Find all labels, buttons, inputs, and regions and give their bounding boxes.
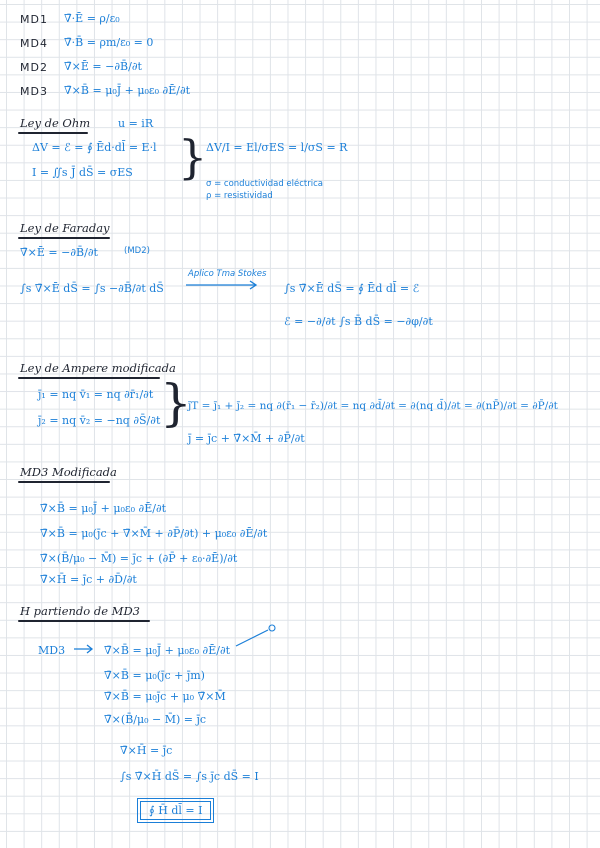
faraday-equation-1: ∇̄×Ē = −∂B̄/∂t xyxy=(20,246,98,259)
ohm-heading: Ley de Ohm xyxy=(20,116,91,130)
md3mod-heading: MD3 Modificada xyxy=(20,465,117,479)
md4-label: MD4 xyxy=(20,37,48,50)
ampere-brace: } xyxy=(160,374,192,432)
ampere-heading: Ley de Ampere modificada xyxy=(20,361,176,375)
hpart-equation-6: ∫s ∇̄×H̄ dS̄ = ∫s j̄c dS̄ = I xyxy=(120,770,259,783)
md1-label: MD1 xyxy=(20,13,48,26)
faraday-md2-tag: (MD2) xyxy=(124,246,150,256)
hpart-equation-5: ∇̄×H̄ = j̄c xyxy=(120,744,173,757)
faraday-equation-2: ∫s ∇̄×Ē dS̄ = ∫s −∂B̄/∂t dS̄ xyxy=(20,282,164,295)
md2-equation: ∇̄×Ē = −∂B̄/∂t xyxy=(64,60,142,73)
ohm-sigma-note: σ = conductividad eléctrica xyxy=(206,179,323,189)
md4-equation: ∇̄·B̄ = ρm/ε₀ = 0 xyxy=(64,36,154,49)
cancel-strike-line xyxy=(236,630,268,646)
md3-equation: ∇̄×B̄ = μ₀J̄ + μ₀ε₀ ∂Ē/∂t xyxy=(64,84,191,97)
md3mod-equation-1: ∇̄×B̄ = μ₀J̄ + μ₀ε₀ ∂Ē/∂t xyxy=(40,502,167,515)
hpart-equation-1: ∇̄×B̄ = μ₀J̄ + μ₀ε₀ ∂Ē/∂t xyxy=(104,644,231,657)
ohm-equation-2: I = ∬s J̄ dS̄ = σES xyxy=(32,166,133,179)
faraday-equation-3: ∫s ∇̄×Ē dS̄ = ∮ Ēd dl̄ = ℰ xyxy=(284,282,420,295)
md3mod-equation-3: ∇̄×(B̄/μ₀ − M̄) = j̄c + (∂P̄ + ε₀·∂Ē)/∂t xyxy=(40,552,238,565)
ohm-brace: } xyxy=(178,130,208,184)
cancel-zero-mark xyxy=(269,625,275,631)
md3mod-equation-4: ∇̄×H̄ = j̄c + ∂D̄/∂t xyxy=(40,573,137,586)
ohm-ratio: ΔV/I = El/σES = l/σS = R xyxy=(206,141,348,154)
ohm-side-note: u = iR xyxy=(118,117,154,130)
faraday-equation-4: ℰ = −∂/∂t ∫s B̄ dS̄ = −∂φ/∂t xyxy=(284,315,433,328)
ohm-rho-note: ρ = resistividad xyxy=(206,191,273,201)
hpart-md3-prefix: MD3 xyxy=(38,644,66,657)
ampere-equation-3: j̄T = j̄₁ + j̄₂ = nq ∂(r̄₁ − r̄₂)/∂t = nq ∂d̄/∂t = ∂(nq d̄)/∂t = ∂(nP̄)/∂t = ∂P̄/∂t xyxy=(188,400,558,412)
faraday-heading: Ley de Faraday xyxy=(20,221,110,235)
ohm-equation-1: ΔV = ℰ = ∮ Ēd·dl̄ = E·l xyxy=(32,141,157,154)
md2-label: MD2 xyxy=(20,61,48,74)
hpart-equation-2: ∇̄×B̄ = μ₀(j̄c + j̄m) xyxy=(104,669,205,682)
md3-label: MD3 xyxy=(20,85,48,98)
ampere-equation-2: j̄₂ = nq v̄₂ = −nq ∂S̄/∂t xyxy=(38,414,161,427)
stokes-arrow-label: Aplico Tma Stokes xyxy=(188,269,267,279)
ampere-equation-4: j̄ = j̄c + ∇̄×M̄ + ∂P̄/∂t xyxy=(188,432,305,445)
hpart-equation-3: ∇̄×B̄ = μ₀j̄c + μ₀ ∇̄×M̄ xyxy=(104,690,226,703)
hpart-equation-4: ∇̄×(B̄/μ₀ − M̄) = j̄c xyxy=(104,713,207,726)
md3mod-equation-2: ∇̄×B̄ = μ₀(j̄c + ∇̄×M̄ + ∂P̄/∂t) + μ₀ε₀ ∂Ē/∂t xyxy=(40,527,268,540)
md1-equation: ∇̄·Ē = ρ/ε₀ xyxy=(64,12,120,25)
ampere-equation-1: j̄₁ = nq v̄₁ = nq ∂r̄₁/∂t xyxy=(38,388,154,401)
hpart-boxed-result: ∮ H̄ dl̄ = I xyxy=(140,801,211,820)
hpart-heading: H partiendo de MD3 xyxy=(20,604,140,618)
